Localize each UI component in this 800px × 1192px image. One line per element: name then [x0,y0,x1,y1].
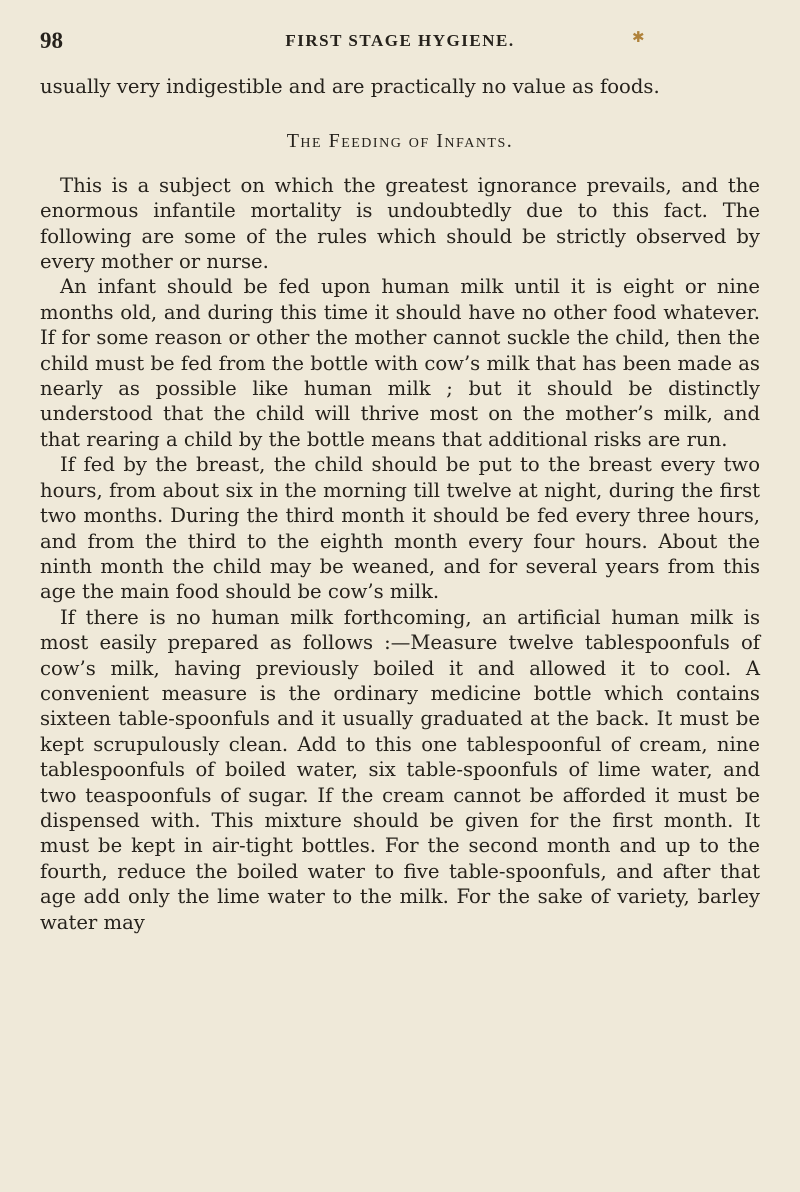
paragraph-intro: This is a subject on which the greatest ignorance prevails, and the enormous infantile mortality is undoubtedly due to this fact. The following are some of the rules which should be strictly observed by every mother or nurse. [40,173,760,274]
page-number: 98 [40,28,63,53]
paragraph-continued: usually very indigestible and are practically no value as foods. [40,75,660,98]
running-head [40,22,760,62]
paragraph-artificial-milk: If there is no human milk forthcoming, an artificial human milk is most easily prepared as follows :—Measure twelve tablespoonfuls of cow’s milk, having previously boiled it and allowed it to cool. A convenient measure is the ordinary medicine bottle which contains sixteen table-spoonfuls and it usually graduated at the back. It must be kept scrupulously clean. Add to this one tablespoonful of cream, nine tablespoonfuls of boiled water, six table-spoonfuls of lime water, and two teaspoonfuls of sugar. If the cream cannot be afforded it must be dispensed with. This mixture should be given for the first month. It must be kept in air-tight bottles. For the second month and up to the fourth, reduce the boiled water to five table-spoonfuls, and after that age add only the lime water to the milk. For the sake of variety, barley water may [40,605,760,934]
paragraph-breast-feeding: If fed by the breast, the child should be put to the breast every two hours, from about six in the morning till twelve at night, during the first two months. During the third month it should be fed every three hours, and from the third to the eighth month every four hours. About the ninth month the child may be weaned, and for several years from this age the main food should be cow’s milk. [40,453,760,604]
section-heading: The Feeding of Infants. [286,130,514,153]
ink-mark-icon: ✱ [632,30,645,46]
body-text [40,74,760,935]
paragraph-human-milk: An infant should be fed upon human milk until it is eight or nine months old, and during this time it should have no other food whatever. If for some reason or other the mother cannot suckle the child, then the child must be fed from the bottle with cow’s milk that has been made as nearly as possible like human milk ; but it should be distinctly understood that the child will thrive most on the mother’s milk, and that rearing a child by the bottle means that additional risks are run. [40,275,760,451]
running-head-title: FIRST STAGE HYGIENE. [285,31,515,50]
